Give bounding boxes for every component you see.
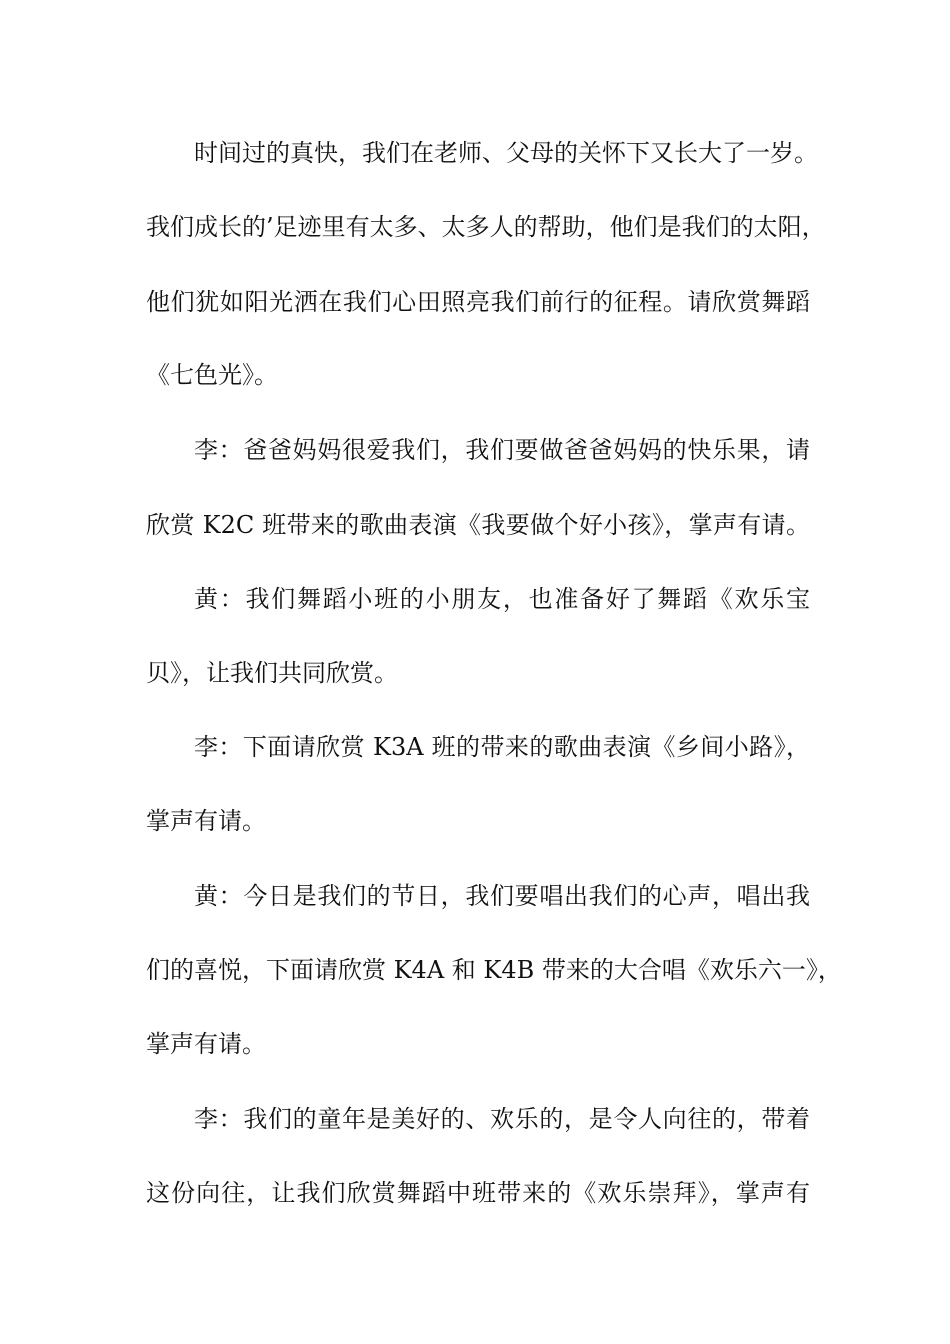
paragraph-line: 黄：今日是我们的节日，我们要唱出我们的心声，唱出我	[194, 882, 810, 910]
paragraph-line: 掌声有请。	[146, 1030, 266, 1058]
paragraph-line: 贝》，让我们共同欣赏。	[146, 659, 398, 687]
paragraph-line: 掌声有请。	[146, 807, 266, 835]
paragraph-line: 时间过的真快，我们在老师、父母的关怀下又长大了一岁。	[194, 139, 818, 167]
paragraph-line: 他们犹如阳光洒在我们心田照亮我们前行的征程。请欣赏舞蹈	[146, 288, 810, 316]
paragraph-line: 黄：我们舞蹈小班的小朋友，也准备好了舞蹈《欢乐宝	[194, 585, 810, 613]
paragraph-line: 李：下面请欣赏 K3A 班的带来的歌曲表演《乡间小路》，	[194, 733, 810, 761]
paragraph-line: 欣赏 K2C 班带来的歌曲表演《我要做个好小孩》，掌声有请。	[146, 511, 810, 539]
paragraph-line: 李：我们的童年是美好的、欢乐的，是令人向往的，带着	[194, 1105, 810, 1133]
paragraph-line: 《七色光》。	[146, 361, 278, 389]
paragraph-line: 们的喜悦，下面请欣赏 K4A 和 K4B 带来的大合唱《欢乐六一》，	[146, 956, 842, 984]
paragraph-line: 这份向往，让我们欣赏舞蹈中班带来的《欢乐崇拜》，掌声有	[146, 1179, 810, 1207]
paragraph-line: 李：爸爸妈妈很爱我们，我们要做爸爸妈妈的快乐果，请	[194, 436, 810, 464]
paragraph-line: 我们成长的’足迹里有太多、太多人的帮助，他们是我们的太阳，	[146, 213, 826, 241]
